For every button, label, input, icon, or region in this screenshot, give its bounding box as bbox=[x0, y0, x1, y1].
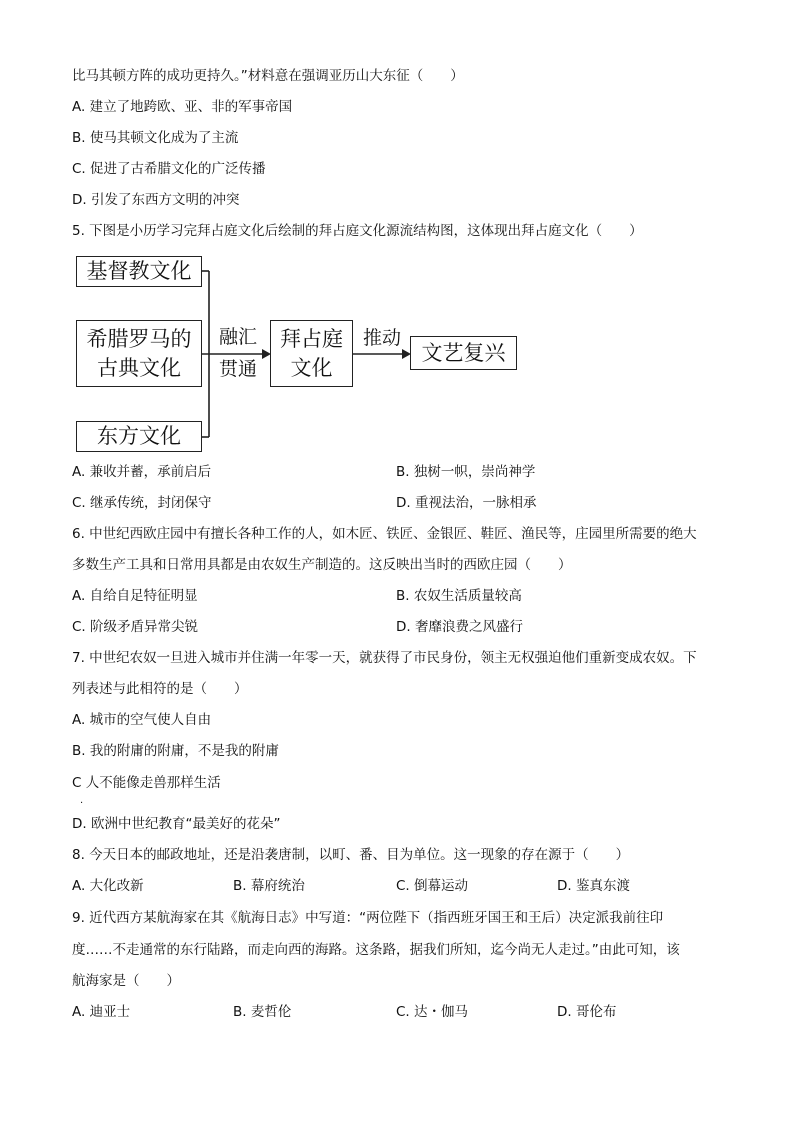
q6-option-a: A. 自给自足特征明显 bbox=[72, 588, 198, 604]
q5-stem: 5. 下图是小历学习完拜占庭文化后绘制的拜占庭文化源流结构图，这体现出拜占庭文化（ ） bbox=[72, 223, 643, 239]
diagram-box-byzantine-culture bbox=[270, 320, 353, 387]
diagram-box-greco-roman-culture bbox=[76, 320, 202, 387]
diagram-box-renaissance-text: 文艺复兴 bbox=[421, 340, 506, 365]
q6-option-d: D. 奢靡浪费之风盛行 bbox=[396, 619, 523, 635]
q4-option-c: C. 促进了古希腊文化的广泛传播 bbox=[72, 161, 266, 177]
diagram-box-greco-roman-text-2: 古典文化 bbox=[97, 355, 181, 380]
q9-option-d: D. 哥伦布 bbox=[557, 1004, 617, 1020]
diagram-box-byzantine-text-1: 拜占庭 bbox=[280, 326, 343, 351]
diagram-label-push: 推动 bbox=[362, 327, 401, 349]
diagram-label-merge-1: 融汇 bbox=[218, 326, 257, 348]
q9-option-c: C. 达・伽马 bbox=[396, 1004, 469, 1020]
q7-option-b: B. 我的附庸的附庸，不是我的附庸 bbox=[72, 743, 279, 759]
q6-option-b: B. 农奴生活质量较高 bbox=[396, 588, 522, 604]
q9-stem-line-3: 航海家是（ ） bbox=[72, 973, 180, 989]
q7-stem-line-2: 列表述与此相符的是（ ） bbox=[72, 681, 248, 697]
q7-option-a: A. 城市的空气使人自由 bbox=[72, 712, 212, 728]
q7-stem-line-1: 7. 中世纪农奴一旦进入城市并住满一年零一天，就获得了市民身份，领主无权强迫他们重新变成农奴。下 bbox=[72, 650, 697, 666]
q4-option-a: A. 建立了地跨欧、亚、非的军事帝国 bbox=[72, 99, 293, 115]
q6-stem-line-1: 6. 中世纪西欧庄园中有擅长各种工作的人，如木匠、铁匠、金银匠、鞋匠、渔民等，庄园里所需要的绝大 bbox=[72, 526, 697, 542]
q9-option-a: A. 迪亚士 bbox=[72, 1004, 131, 1020]
diagram-box-byzantine-text-2: 文化 bbox=[290, 355, 333, 380]
q8-option-a: A. 大化改新 bbox=[72, 878, 144, 894]
diagram-box-renaissance bbox=[410, 336, 517, 370]
q8-option-c: C. 倒幕运动 bbox=[396, 878, 469, 894]
q5-option-d: D. 重视法治，一脉相承 bbox=[396, 495, 537, 511]
q7-option-d: D. 欧洲中世纪教育“最美好的花朵” bbox=[72, 816, 281, 832]
q5-option-a: A. 兼收并蓄，承前启后 bbox=[72, 464, 212, 480]
diagram-label-merge-2: 贯通 bbox=[218, 358, 257, 380]
diagram-box-eastern-culture bbox=[76, 421, 202, 452]
q7-option-c: C 人不能像走兽那样生活 bbox=[72, 775, 221, 791]
diagram-box-christian-culture bbox=[76, 256, 202, 287]
q4-stem-continuation: 比马其顿方阵的成功更持久。”材料意在强调亚历山大东征（ ） bbox=[72, 68, 464, 84]
q8-option-b: B. 幕府统治 bbox=[233, 878, 305, 894]
q4-option-d: D. 引发了东西方文明的冲突 bbox=[72, 192, 240, 208]
q9-option-b: B. 麦哲伦 bbox=[233, 1004, 292, 1020]
q4-option-b: B. 使马其顿文化成为了主流 bbox=[72, 130, 239, 146]
q5-option-b: B. 独树一帜，崇尚神学 bbox=[396, 464, 536, 480]
diagram-box-greco-roman-text-1: 希腊罗马的 bbox=[86, 326, 192, 351]
stray-mark: . bbox=[80, 795, 84, 806]
q8-option-d: D. 鉴真东渡 bbox=[557, 878, 630, 894]
diagram-box-christian-culture-text: 基督教文化 bbox=[86, 259, 192, 283]
q5-option-c: C. 继承传统，封闭保守 bbox=[72, 495, 212, 511]
diagram-box-eastern-culture-text: 东方文化 bbox=[97, 424, 181, 448]
q6-stem-line-2: 多数生产工具和日常用具都是由农奴生产制造的。这反映出当时的西欧庄园（ ） bbox=[72, 557, 572, 573]
q8-stem: 8. 今天日本的邮政地址，还是沿袭唐制，以町、番、目为单位。这一现象的存在源于（ ） bbox=[72, 847, 630, 863]
q9-stem-line-1: 9. 近代西方某航海家在其《航海日志》中写道：“两位陛下（指西班牙国王和王后）决定派我前往印 bbox=[72, 910, 664, 926]
q6-option-c: C. 阶级矛盾异常尖锐 bbox=[72, 619, 199, 635]
q9-stem-line-2: 度……不走通常的东行陆路，而走向西的海路。这条路，据我们所知，迄今尚无人走过。”由此可知，该 bbox=[72, 942, 680, 958]
